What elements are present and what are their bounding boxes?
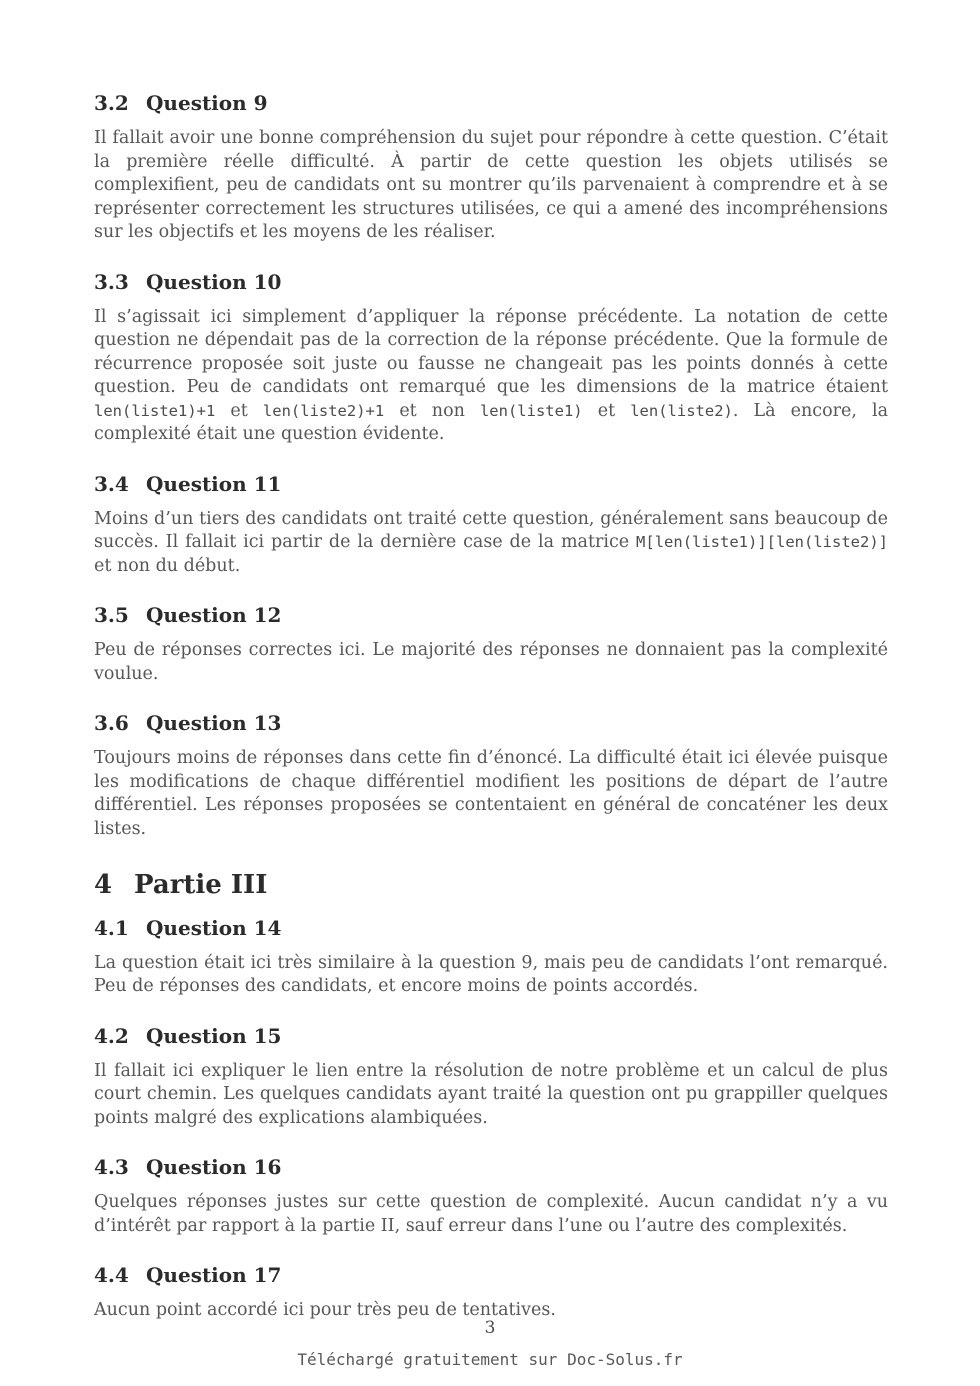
subsection <box>94 1264 888 1323</box>
section-number: 4.1 <box>94 915 129 940</box>
text-run: et <box>215 400 263 421</box>
section-heading <box>94 1025 888 1048</box>
inline-code: len(liste1)+1 <box>94 401 216 420</box>
subsection <box>94 271 888 447</box>
paragraph <box>94 508 888 579</box>
text-run: et non du début. <box>94 555 241 576</box>
section-title: Question 14 <box>146 915 282 940</box>
document-content <box>94 92 888 1323</box>
paragraph <box>94 1060 888 1131</box>
subsection <box>94 712 888 841</box>
paragraph <box>94 127 888 245</box>
text-run: La question était ici très similaire à la question 9, mais peu de candidats l’ont remarqué. Peu de réponses des candidats, et encore moins de points accordés. <box>94 952 888 997</box>
subsection <box>94 917 888 999</box>
section-title: Question 16 <box>146 1155 282 1180</box>
section-title: Partie III <box>134 870 268 900</box>
subsection <box>94 604 888 686</box>
part-section <box>94 871 888 900</box>
section-number: 3.5 <box>94 603 129 627</box>
section-number: 4.3 <box>94 1155 129 1180</box>
section-heading <box>94 1156 888 1179</box>
section-title: Question 11 <box>146 471 282 496</box>
section-number: 3.2 <box>94 91 129 115</box>
text-run: Aucun point accordé ici pour très peu de tentatives. <box>94 1300 556 1321</box>
text-run: Toujours moins de réponses dans cette fin d’énoncé. La difficulté était ici élevée puisque les modifications de chaque différentiel modifient les positions de départ de l’autre différentiel. Les réponses proposées se contentaient en général de concaténer les deux listes. <box>94 748 888 839</box>
inline-code: len(liste1) <box>479 401 583 420</box>
paragraph <box>94 747 888 841</box>
inline-code: len(liste2) <box>630 401 733 420</box>
section-heading <box>94 712 888 735</box>
text-run: et <box>582 400 631 421</box>
page-number: 3 <box>484 1318 496 1338</box>
section-heading <box>94 271 888 294</box>
paragraph <box>94 952 888 999</box>
text-run: . Là encore, la complexité était une question évidente. <box>94 400 889 444</box>
section-heading <box>94 473 888 496</box>
section-number: 3.4 <box>94 471 129 496</box>
section-number: 4.4 <box>94 1263 129 1288</box>
inline-code: M[len(liste1)][len(liste2)] <box>636 533 888 551</box>
text-run: et non <box>384 400 480 421</box>
section-heading <box>94 92 888 115</box>
text-run: Il fallait avoir une bonne compréhension du sujet pour répondre à cette question. C’était la première réelle difficulté. À partir de cette question les objets utilisés se complexifient, peu de candidats ont su montrer qu’ils parvenaient à comprendre et à se représenter correctement les structures utilisées, ce qui a amené des incompréhensions sur les objectifs et les moyens de les réaliser. <box>94 128 888 242</box>
section-number: 3.3 <box>94 269 129 294</box>
paragraph <box>94 1191 888 1238</box>
subsection <box>94 1025 888 1131</box>
part-heading <box>94 871 888 900</box>
subsection <box>94 92 888 245</box>
download-notice: Téléchargé gratuitement sur Doc-Solus.fr <box>297 1350 683 1369</box>
section-number: 4 <box>94 870 113 900</box>
section-number: 3.6 <box>94 711 129 735</box>
section-heading <box>94 604 888 627</box>
paragraph <box>94 306 888 447</box>
section-title: Question 12 <box>146 603 282 627</box>
section-number: 4.2 <box>94 1023 129 1048</box>
text-run: Moins d’un tiers des candidats ont traité cette question, généralement sans beaucoup de succès. Il fallait ici partir de la dernière case de la matrice <box>94 508 888 552</box>
inline-code: len(liste2)+1 <box>262 401 385 420</box>
section-title: Question 9 <box>146 91 268 115</box>
section-heading <box>94 917 888 940</box>
paragraph <box>94 639 888 686</box>
text-run: Il s’agissait ici simplement d’appliquer la réponse précédente. La notation de cette question ne dépendait pas de la correction de la réponse précédente. Que la formule de récurrence proposée soit juste ou fausse ne changeait pas les points donnés à cette question. Peu de candidats ont remarqué que les dimensions de la matrice étaient <box>94 306 888 397</box>
section-heading <box>94 1264 888 1287</box>
text-run: Quelques réponses justes sur cette question de complexité. Aucun candidat n’y a vu d’intérêt par rapport à la partie II, sauf erreur dans l’une ou l’autre des complexités. <box>94 1192 888 1236</box>
subsection <box>94 1156 888 1238</box>
section-title: Question 17 <box>146 1263 282 1288</box>
section-title: Question 15 <box>146 1023 282 1048</box>
text-run: Peu de réponses correctes ici. Le majorité des réponses ne donnaient pas la complexité voulue. <box>94 640 888 684</box>
text-run: Il fallait ici expliquer le lien entre la résolution de notre problème et un calcul de plus court chemin. Les quelques candidats ayant traité la question ont pu grappiller quelques points malgré des explications alambiquées. <box>94 1060 888 1128</box>
subsection <box>94 473 888 579</box>
section-title: Question 13 <box>146 711 282 735</box>
section-title: Question 10 <box>146 269 282 294</box>
